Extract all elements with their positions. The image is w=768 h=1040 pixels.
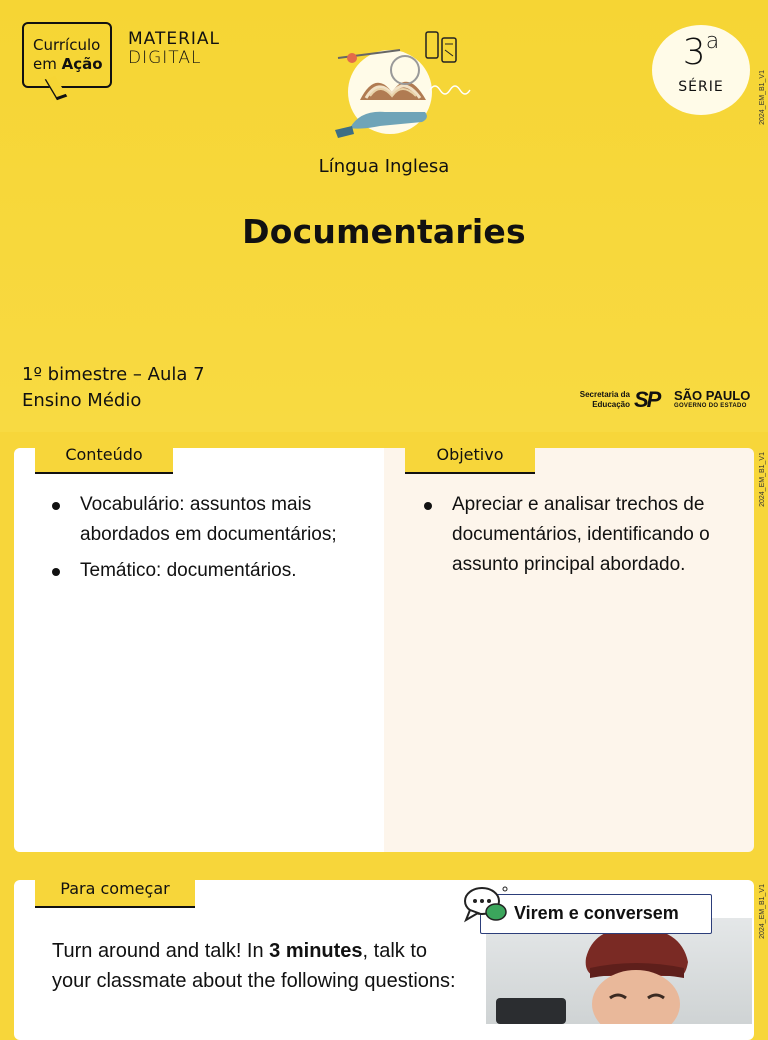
start-tab: Para começar [35,874,195,908]
sp-mark: SP [634,387,660,412]
slide-code: 2024_EM_B1_V1 [759,452,766,507]
phone-icon [426,32,438,58]
bimestre-text: 1º bimestre – Aula 7 [22,364,205,385]
material-digital-logo [128,30,220,68]
virem-e-conversem-badge: Virem e conversem [480,894,712,934]
start-instructions: Turn around and talk! In 3 minutes, talk to your classmate about the following questions: [52,940,456,992]
level-text: Ensino Médio [22,390,142,411]
logo-text-line1: Currículo [33,36,101,54]
serie-number: 3$^a$ [682,29,720,73]
curriculo-em-acao-logo [22,22,112,88]
logo-text-line2: em Ação [33,55,103,73]
content-list [50,490,360,592]
content-tab: Conteúdo [35,440,173,474]
state-subtitle: GOVERNO DO ESTADO [674,403,747,409]
serie-badge [652,25,750,115]
chat-bubbles-icon [462,884,510,924]
slide-code: 2024_EM_B1_V1 [759,70,766,125]
slide-code: 2024_EM_B1_V1 [759,884,766,939]
list-item: Temático: documentários. [50,556,360,586]
calculator-icon [442,38,456,62]
objective-list [422,490,722,586]
secretaria-text: Secretaria da Educação [579,390,630,409]
content-objective-slide [0,432,768,864]
cover-slide [0,0,768,432]
digital-text: DIGITAL [128,48,202,68]
objective-tab: Objetivo [405,440,535,474]
material-text: MATERIAL [128,29,221,49]
state-name: SÃO PAULO [674,388,751,403]
list-item: Apreciar e analisar trechos de documentários, identificando o assunto principal abordado. [422,490,722,580]
lesson-title: Documentaries [242,212,526,251]
serie-label: SÉRIE [678,79,724,95]
book-hand-illustration [330,30,490,140]
list-item: Vocabulário: assuntos mais abordados em documentários; [50,490,360,550]
lesson-info [22,362,205,414]
start-slide [0,864,768,1024]
sao-paulo-government-logo [572,388,752,414]
subject-name: Língua Inglesa [318,156,450,177]
